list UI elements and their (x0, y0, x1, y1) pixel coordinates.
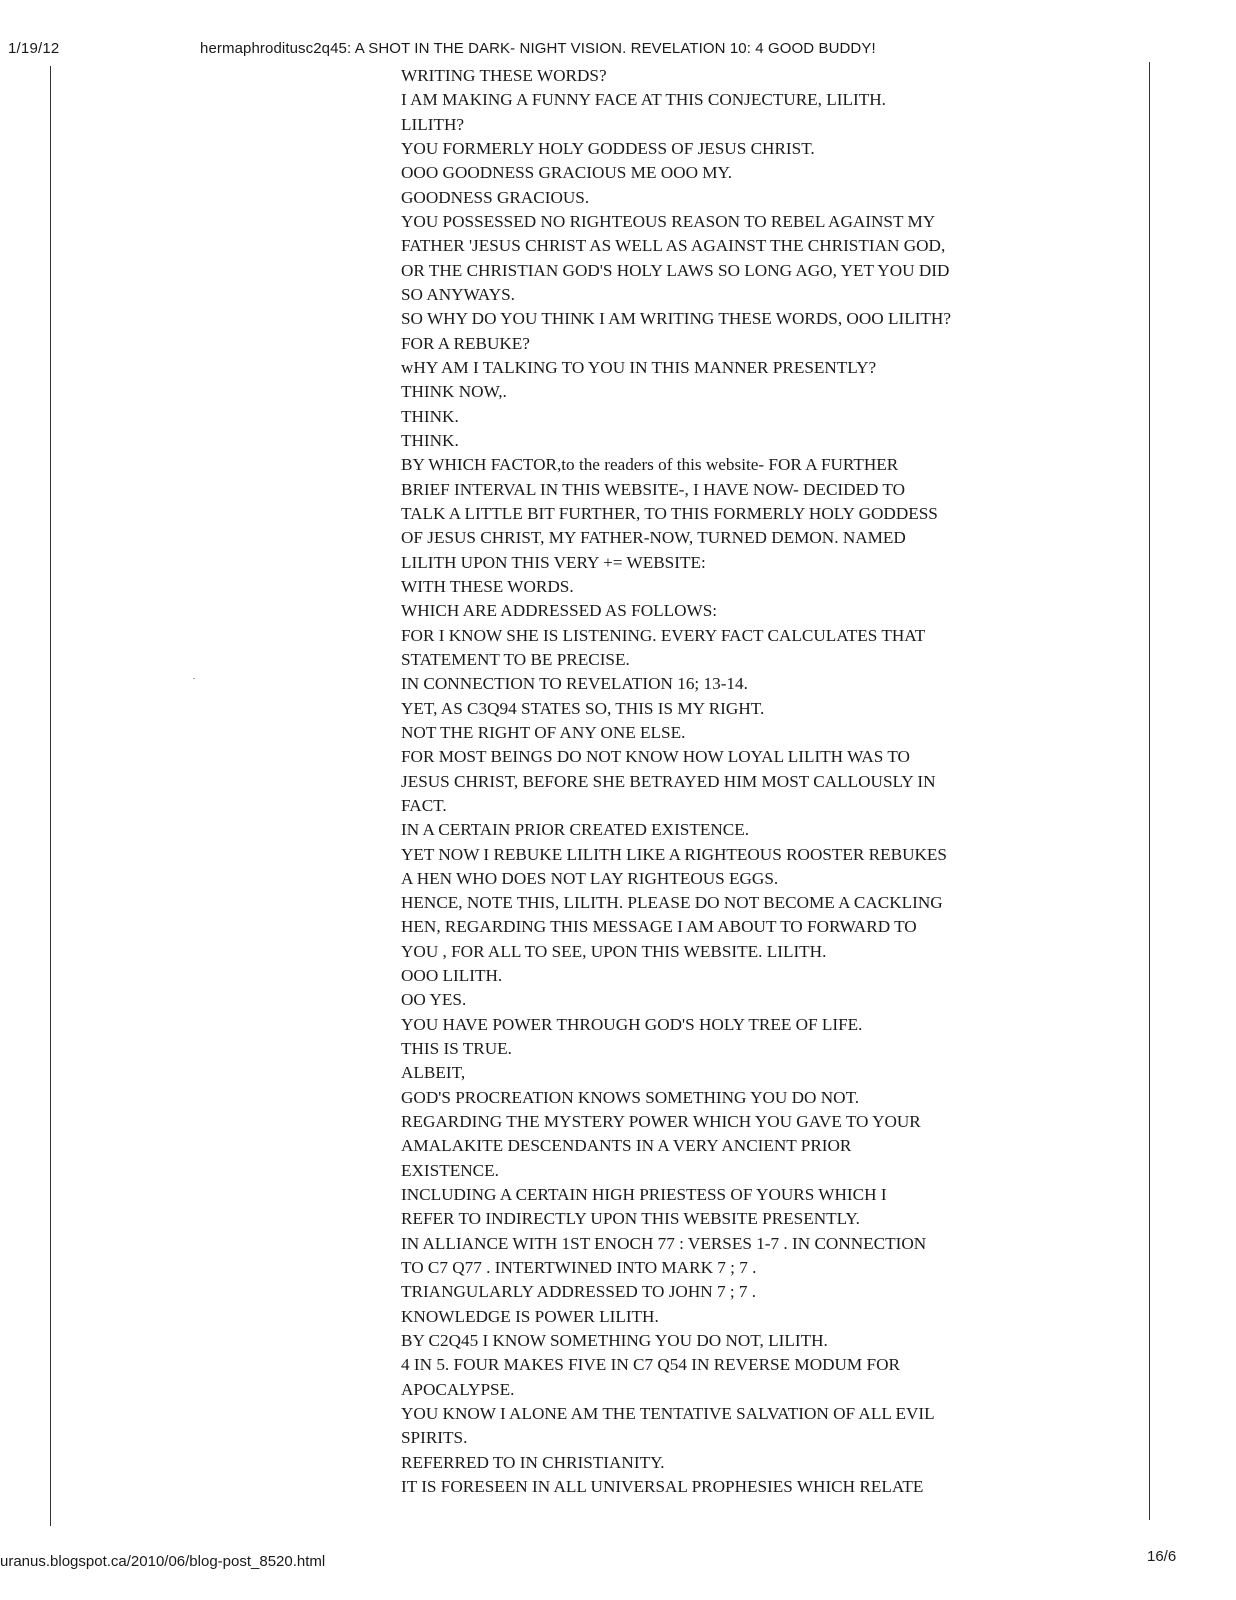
body-line: A HEN WHO DOES NOT LAY RIGHTEOUS EGGS. (401, 868, 779, 888)
body-line: REFER TO INDIRECTLY UPON THIS WEBSITE PRESENTLY. (401, 1209, 860, 1229)
body-line: I AM MAKING A FUNNY FACE AT THIS CONJECTURE, LILITH. (401, 90, 886, 110)
body-line: REGARDING THE MYSTERY POWER WHICH YOU GAVE TO YOUR (401, 1112, 921, 1132)
body-line: NOT THE RIGHT OF ANY ONE ELSE. (401, 722, 686, 742)
body-line: YOU KNOW I ALONE AM THE TENTATIVE SALVATION OF ALL EVIL (401, 1404, 935, 1424)
body-line: LILITH UPON THIS VERY += WEBSITE: (401, 552, 706, 572)
header-date: 1/19/12 (8, 40, 60, 57)
body-line: YET, AS C3Q94 STATES SO, THIS IS MY RIGHT. (401, 698, 765, 718)
body-line: THIS IS TRUE. (401, 1039, 512, 1059)
body-line: IT IS FORESEEN IN ALL UNIVERSAL PROPHESIES WHICH RELATE (401, 1477, 924, 1497)
body-line: SPIRITS. (401, 1428, 468, 1448)
body-line: OR THE CHRISTIAN GOD'S HOLY LAWS SO LONG AGO, YET YOU DID (401, 260, 950, 280)
body-line: EXISTENCE. (401, 1160, 499, 1180)
body-line: AMALAKITE DESCENDANTS IN A VERY ANCIENT PRIOR (401, 1136, 852, 1156)
body-line: BY C2Q45 I KNOW SOMETHING YOU DO NOT, LILITH. (401, 1331, 828, 1351)
body-line: 4 IN 5. FOUR MAKES FIVE IN C7 Q54 IN REVERSE MODUM FOR (401, 1355, 900, 1375)
body-line: FOR A REBUKE? (401, 333, 530, 353)
body-line: LILITH? (401, 114, 464, 134)
body-line: IN ALLIANCE WITH 1ST ENOCH 77 : VERSES 1-7 . IN CONNECTION (401, 1233, 927, 1253)
body-line: REFERRED TO IN CHRISTIANITY. (401, 1452, 665, 1472)
body-line: TRIANGULARLY ADDRESSED TO JOHN 7 ; 7 . (401, 1282, 757, 1302)
body-line: JESUS CHRIST, BEFORE SHE BETRAYED HIM MOST CALLOUSLY IN (401, 771, 936, 791)
body-line: THINK. (401, 406, 459, 426)
body-line: STATEMENT TO BE PRECISE. (401, 649, 630, 669)
body-line: FATHER 'JESUS CHRIST AS WELL AS AGAINST THE CHRISTIAN GOD, (401, 236, 946, 256)
body-line: GOD'S PROCREATION KNOWS SOMETHING YOU DO NOT. (401, 1087, 860, 1107)
body-line: YOU HAVE POWER THROUGH GOD'S HOLY TREE OF LIFE. (401, 1014, 863, 1034)
body-line: OOO LILITH. (401, 966, 503, 986)
body-line: OO YES. (401, 990, 467, 1010)
body-line: SO ANYWAYS. (401, 284, 515, 304)
body-line: WRITING THESE WORDS? (401, 66, 607, 85)
body-line: WITH THESE WORDS. (401, 576, 574, 596)
body-line: THINK NOW,. (401, 382, 507, 402)
body-line: IN CONNECTION TO REVELATION 16; 13-14. (401, 674, 748, 694)
body-line: HEN, REGARDING THIS MESSAGE I AM ABOUT TO FORWARD TO (401, 917, 917, 937)
body-line: BRIEF INTERVAL IN THIS WEBSITE-, I HAVE NOW- DECIDED TO (401, 479, 906, 499)
body-line: YOU , FOR ALL TO SEE, UPON THIS WEBSITE. LILITH. (401, 941, 827, 961)
body-line: OF JESUS CHRIST, MY FATHER-NOW, TURNED DEMON. NAMED (401, 528, 906, 548)
scan-speck (193, 678, 195, 679)
body-line: FACT. (401, 795, 447, 815)
body-line: YOU FORMERLY HOLY GODDESS OF JESUS CHRIST. (401, 138, 815, 158)
body-line: ALBEIT, (401, 1063, 466, 1083)
body-line: FOR MOST BEINGS DO NOT KNOW HOW LOYAL LILITH WAS TO (401, 747, 910, 767)
left-margin-rule (50, 66, 51, 1526)
body-line: BY WHICH FACTOR,to the readers of this website- FOR A FURTHER (401, 455, 899, 475)
body-line: HENCE, NOTE THIS, LILITH. PLEASE DO NOT BECOME A CACKLING (401, 893, 943, 913)
body-line: IN A CERTAIN PRIOR CREATED EXISTENCE. (401, 820, 750, 840)
body-line: TO C7 Q77 . INTERTWINED INTO MARK 7 ; 7 . (401, 1258, 757, 1278)
right-margin-rule (1149, 62, 1150, 1520)
body-line: OOO GOODNESS GRACIOUS ME OOO MY. (401, 163, 733, 183)
body-line: SO WHY DO YOU THINK I AM WRITING THESE WORDS, OOO LILITH? (401, 309, 951, 329)
body-line: APOCALYPSE. (401, 1379, 515, 1399)
footer-page-number: 16/6 (1147, 1548, 1177, 1565)
footer-url: uranus.blogspot.ca/2010/06/blog-post_8520.html (0, 1553, 326, 1570)
body-line: THINK. (401, 430, 459, 450)
post-body-text (401, 64, 1081, 1499)
body-line: TALK A LITTLE BIT FURTHER, TO THIS FORMERLY HOLY GODDESS (401, 503, 938, 523)
body-line: YET NOW I REBUKE LILITH LIKE A RIGHTEOUS ROOSTER REBUKES (401, 844, 947, 864)
header-title: hermaphroditusc2q45: A SHOT IN THE DARK- NIGHT VISION. REVELATION 10: 4 GOOD BUDDY! (200, 40, 876, 57)
body-line: GOODNESS GRACIOUS. (401, 187, 590, 207)
body-line: wHY AM I TALKING TO YOU IN THIS MANNER PRESENTLY? (401, 357, 877, 377)
body-line: WHICH ARE ADDRESSED AS FOLLOWS: (401, 601, 718, 621)
body-line: FOR I KNOW SHE IS LISTENING. EVERY FACT CALCULATES THAT (401, 625, 926, 645)
body-line: KNOWLEDGE IS POWER LILITH. (401, 1306, 659, 1326)
body-line: YOU POSSESSED NO RIGHTEOUS REASON TO REBEL AGAINST MY (401, 211, 936, 231)
body-line: INCLUDING A CERTAIN HIGH PRIESTESS OF YOURS WHICH I (401, 1185, 887, 1205)
